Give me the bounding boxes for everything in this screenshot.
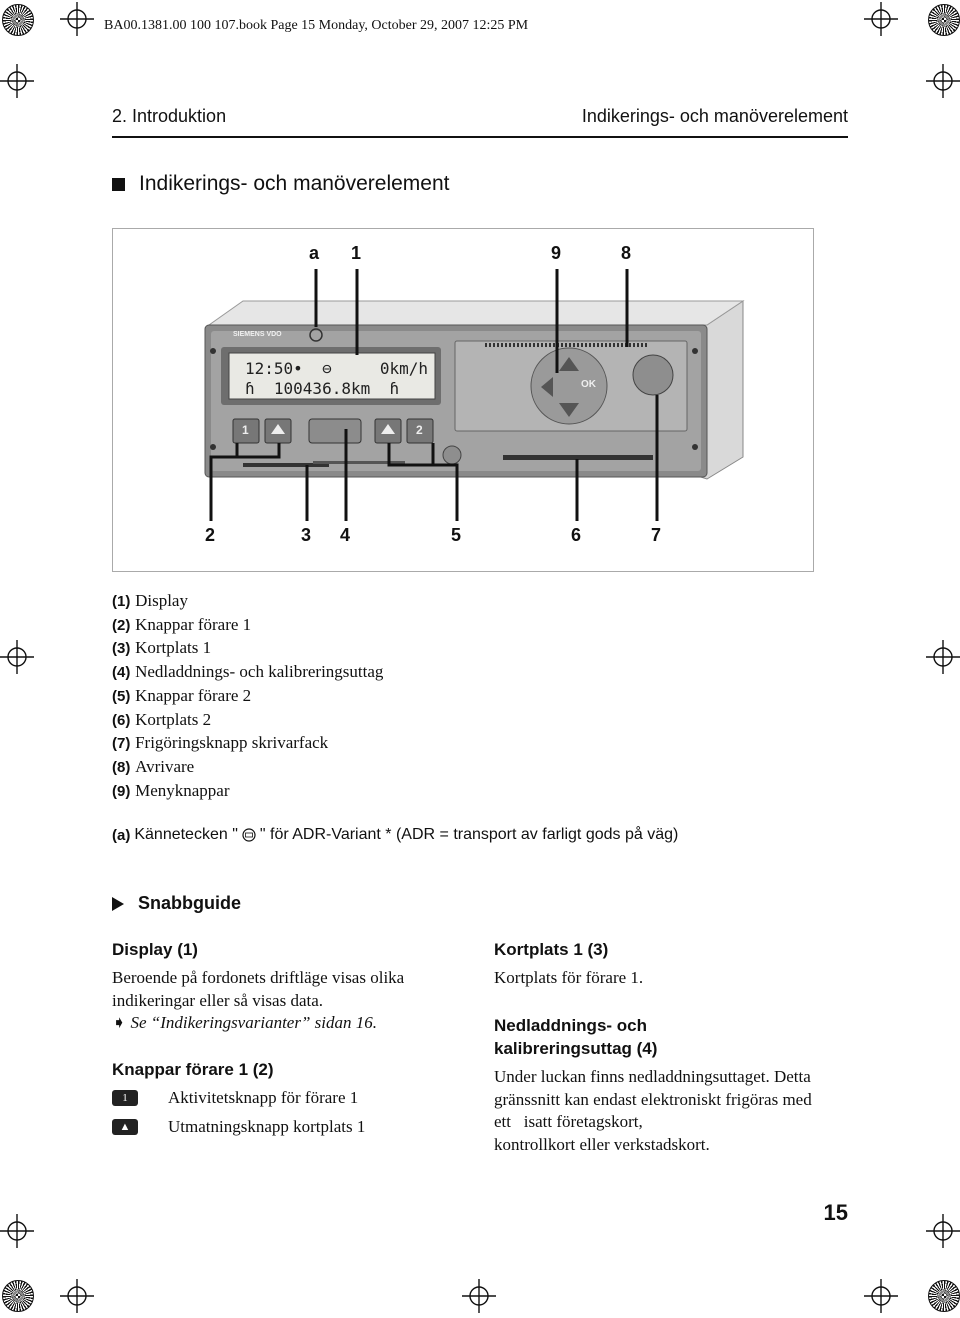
tachograph-figure <box>112 228 814 572</box>
legend-item: (4) Nedladdnings- och kalibreringsuttag <box>112 662 384 682</box>
bullet-square-icon <box>112 178 125 191</box>
legend-item: (5) Knappar förare 2 <box>112 685 252 705</box>
color-rosette-mark <box>928 1280 960 1312</box>
adr-note <box>112 826 678 844</box>
key-row-activity <box>112 1088 358 1108</box>
legend-item: (9) Menyknappar <box>112 780 230 800</box>
color-rosette-mark <box>2 4 34 36</box>
section-header: Indikerings- och manöverelement <box>581 106 848 126</box>
registration-mark <box>926 64 960 98</box>
callout-1: 1 <box>351 243 362 263</box>
callout-5: 5 <box>451 525 462 545</box>
eject-key-icon: ▲ <box>112 1119 138 1135</box>
triangle-right-icon <box>112 897 124 911</box>
download-heading: Nedladdnings- och kalibreringsuttag (4) <box>494 1016 658 1058</box>
registration-mark <box>864 2 898 36</box>
quick-guide-heading <box>112 893 241 914</box>
quick-guide-title: Snabbguide <box>138 893 241 913</box>
slot1-key[interactable]: 1 <box>242 423 249 437</box>
callout-a: a <box>309 243 320 263</box>
legend-item: (2) Knappar förare 1 <box>112 614 252 634</box>
callout-9: 9 <box>551 243 562 263</box>
display-heading: Display (1) <box>112 940 198 959</box>
registration-mark <box>60 2 94 36</box>
registration-mark <box>0 64 34 98</box>
registration-mark <box>0 640 34 674</box>
slot-heading: Kortplats 1 (3) <box>494 940 609 959</box>
key-row-text: Aktivitetsknapp för förare 1 <box>168 1088 359 1107</box>
display-line-1: 12:50• ⊖ 0km/h <box>245 359 429 378</box>
display-reference: ➧ Se “Indikeringsvarianter” sidan 16. <box>112 1013 377 1032</box>
buttons-heading: Knappar förare 1 (2) <box>112 1060 274 1079</box>
arrow-reference-icon: ➧ <box>112 1013 127 1032</box>
color-rosette-mark <box>928 4 960 36</box>
tachograph-illustration <box>113 229 813 571</box>
adr-note-num: (a) <box>112 826 131 844</box>
activity-key-icon: 1 <box>112 1090 138 1106</box>
callout-7: 7 <box>651 525 662 545</box>
download-text: Under luckan finns nedladdningsuttaget. Detta gränssnitt kan endast elektroniskt frigöras med ett isatt företagskort, kontrollkort eller verkstadskort. <box>494 1067 812 1154</box>
callout-3: 3 <box>301 525 312 545</box>
key-row-eject <box>112 1117 365 1137</box>
registration-mark <box>0 1214 34 1248</box>
legend-item: (8) Avrivare <box>112 756 195 776</box>
legend-item: (6) Kortplats 2 <box>112 709 212 729</box>
device-brand: SIEMENS VDO <box>233 331 282 338</box>
registration-mark <box>462 1279 496 1313</box>
key-row-text: Utmatningsknapp kortplats 1 <box>168 1117 366 1136</box>
legend-item: (3) Kortplats 1 <box>112 638 212 658</box>
callout-8: 8 <box>621 243 632 263</box>
legend-list <box>112 590 383 803</box>
registration-mark <box>60 1279 94 1313</box>
display-line-2: ɦ 100436.8km ɦ <box>245 379 400 398</box>
header-rule <box>112 136 848 138</box>
adr-note-suffix: " för ADR-Variant * (ADR = transport av farligt gods på väg) <box>259 826 679 843</box>
adr-note-prefix: Kännetecken " <box>134 826 238 843</box>
slot2-key[interactable]: 2 <box>416 423 423 437</box>
legend-item: (1) Display <box>112 591 188 610</box>
callout-4: 4 <box>340 525 351 545</box>
callout-2: 2 <box>205 525 216 545</box>
slot-text: Kortplats för förare 1. <box>494 968 644 987</box>
section-title <box>112 172 450 196</box>
registration-mark <box>864 1279 898 1313</box>
legend-item: (7) Frigöringsknapp skrivarfack <box>112 733 329 753</box>
adr-emblem-icon <box>242 828 256 842</box>
registration-mark <box>926 1214 960 1248</box>
chapter-header: 2. Introduktion <box>112 106 227 126</box>
ok-button[interactable]: OK <box>581 379 596 390</box>
book-info-line: BA00.1381.00 100 107.book Page 15 Monday, October 29, 2007 12:25 PM <box>104 18 529 33</box>
section-title-text: Indikerings- och manöverelement <box>139 172 450 195</box>
color-rosette-mark <box>2 1280 34 1312</box>
display-text: Beroende på fordonets driftläge visas olika indikeringar eller så visas data. ➧ Se “Indikeringsvarianter” sidan 16. <box>112 967 404 1035</box>
page-number: 15 <box>823 1200 848 1225</box>
callout-6: 6 <box>571 525 582 545</box>
registration-mark <box>926 640 960 674</box>
